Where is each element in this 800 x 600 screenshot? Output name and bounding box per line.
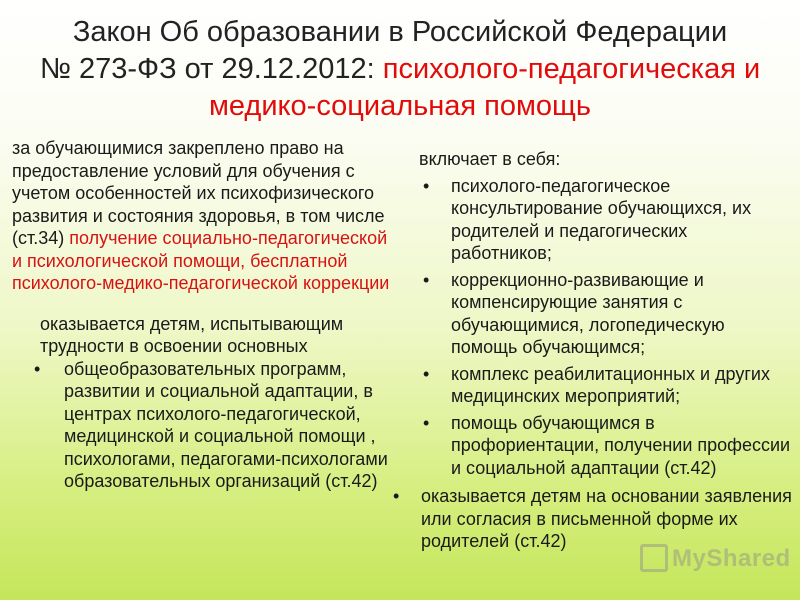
title-line-2 <box>0 51 800 88</box>
right-intro: включает в себя: <box>419 149 561 169</box>
right-bullet-last <box>393 485 793 553</box>
left-bullet-text: общеобразовательных программ, развитии и социальной адаптации, в центрах психолого-педагогической, медицинской и социальной помощи , психологами, педагогами-психологами образовательных организаций (ст.42) <box>64 358 388 491</box>
right-bullet-1 <box>403 175 793 265</box>
left-paragraph-1 <box>12 137 402 295</box>
watermark <box>640 545 791 574</box>
right-bullet-2 <box>403 269 793 359</box>
title-highlight-1: психолого-педагогическая и <box>374 53 761 85</box>
bullet-icon: • <box>423 363 430 384</box>
law-number: № 273-ФЗ от 29.12.2012 <box>39 53 367 85</box>
right-bullet-4 <box>403 412 793 480</box>
title-line-3: медико-социальная помощь <box>208 90 592 122</box>
watermark-logo-icon <box>640 544 668 572</box>
right-bullet-text: помощь обучающимся в профориентации, получении профессии и социальной адаптации (ст.42) <box>451 412 791 478</box>
right-last-text: оказывается детям на основании заявления или согласия в письменной форме их родителей (ст.42) <box>421 486 792 551</box>
bullet-icon: • <box>423 269 430 290</box>
bullet-icon: • <box>393 486 400 506</box>
right-statement: за обучающимися закреплено право на предоставление условий для обучения с учетом особенностей их психофизического развития и состояния здоровья, в том числе (ст.34) <box>12 138 385 248</box>
left-paragraph-2: оказывается детям, испытывающим трудности в освоении основных <box>40 313 344 356</box>
slide-title <box>0 14 800 125</box>
title-colon: : <box>366 53 375 85</box>
right-bullet-text: коррекционно-развивающие и компенсирующие занятия с обучающимися, логопедическую помощь обучающимся; <box>451 269 725 357</box>
right-bullet-3 <box>403 363 793 408</box>
title-line-1: Закон Об образовании в Российской Федерации <box>72 16 728 48</box>
bullet-icon: • <box>423 412 430 433</box>
watermark-text: MyShared <box>672 545 791 572</box>
right-bullet-text: психолого-педагогическое консультирование обучающихся, их родителей и педагогических работников; <box>451 175 752 263</box>
bullet-icon: • <box>34 358 41 379</box>
right-statement-highlight: получение социально-педагогической и психологической помощи, бесплатной психолого-медико-педагогической коррекции <box>12 228 390 293</box>
left-bullet <box>12 358 402 493</box>
left-column <box>12 137 402 493</box>
right-column <box>393 148 793 553</box>
right-bullet-text: комплекс реабилитационных и других медицинских мероприятий; <box>451 363 770 406</box>
bullet-icon: • <box>423 175 430 196</box>
